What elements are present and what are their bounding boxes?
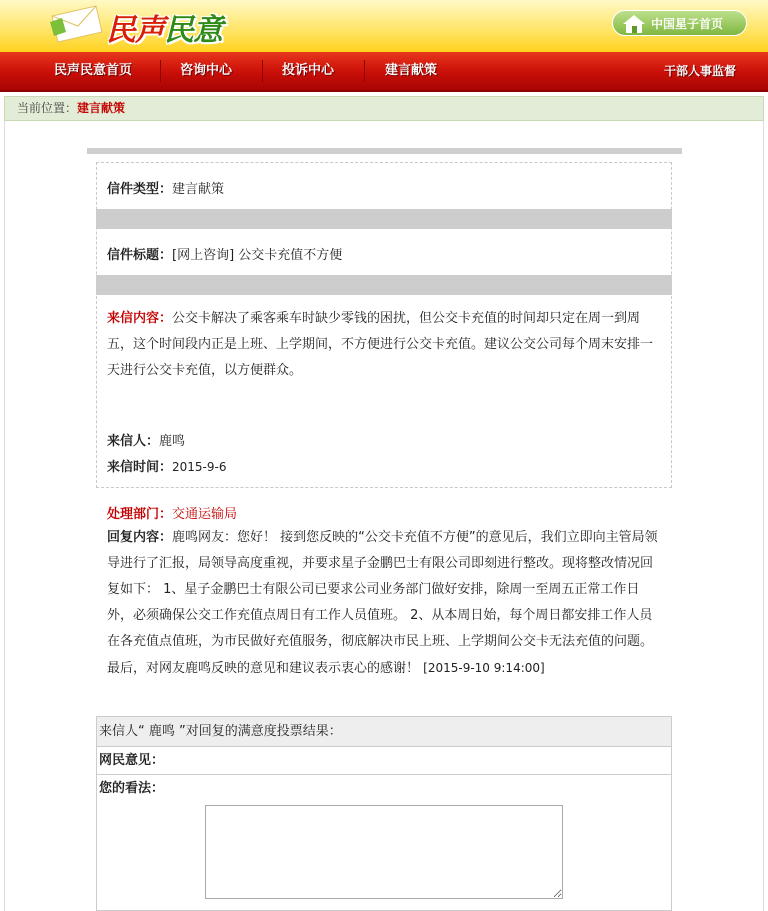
letter-content [107, 306, 662, 384]
reply-content-label: 回复内容： [107, 530, 173, 545]
sender-value: 鹿鸣 [159, 434, 186, 449]
main-nav [0, 52, 768, 92]
home-link-label: 中国星子首页 [651, 16, 724, 31]
send-time-value: 2015-9-6 [172, 460, 227, 474]
content-top-bar [87, 148, 682, 154]
breadcrumb-current[interactable]: 建言献策 [77, 101, 126, 115]
send-time-label: 来信时间： [107, 460, 173, 475]
home-link-button[interactable] [612, 10, 747, 36]
your-view-row [97, 775, 671, 803]
logo-part-1: 民声 [106, 13, 164, 48]
your-view-textarea[interactable] [205, 805, 563, 899]
nav-divider [262, 60, 263, 82]
dept-row [107, 503, 237, 522]
netizen-opinion-label: 网民意见： [99, 753, 165, 768]
your-view-label: 您的看法： [99, 781, 165, 796]
nav-divider [364, 60, 365, 82]
letter-title-value: [网上咨询] 公交卡充值不方便 [172, 248, 343, 263]
sender-row [107, 430, 185, 449]
nav-item-consult[interactable]: 咨询中心 [180, 63, 233, 78]
breadcrumb-prefix: 当前位置： [17, 101, 78, 115]
nav-item-complaint[interactable]: 投诉中心 [282, 63, 335, 78]
reply-timestamp: [2015-9-10 9:14:00] [423, 661, 545, 675]
letter-content-label: 来信内容： [107, 311, 173, 326]
letter-type-value: 建言献策 [172, 182, 225, 197]
site-logo-text[interactable] [106, 5, 222, 49]
vote-header-suffix: ”对回复的满意度投票结果： [179, 724, 342, 739]
breadcrumb [4, 96, 764, 121]
nav-cadre-supervision-link[interactable]: 干部人事监督 [664, 64, 737, 78]
divider-band [96, 275, 672, 295]
vote-header [97, 717, 671, 747]
letter-type-label: 信件类型： [107, 182, 173, 197]
nav-divider [160, 60, 161, 82]
satisfaction-vote-table [96, 716, 672, 911]
dept-value: 交通运输局 [172, 507, 238, 522]
divider-band [96, 209, 672, 229]
dept-label: 处理部门： [107, 507, 173, 522]
envelope-logo-icon [48, 2, 104, 46]
nav-item-suggestion[interactable]: 建言献策 [385, 63, 438, 78]
letter-title-label: 信件标题： [107, 248, 173, 263]
house-icon [621, 13, 647, 35]
site-header [0, 0, 768, 52]
logo-part-2: 民意 [164, 13, 222, 48]
nav-item-home[interactable]: 民声民意首页 [54, 63, 133, 78]
letter-content-value: 公交卡解决了乘客乘车时缺少零钱的困扰，但公交卡充值的时间却只定在周一到周五，这个时间段内正是上班、上学期间，不方便进行公交卡充值。建议公交公司每个周末安排一天进行公交卡充值，以方便群众。 [107, 311, 654, 378]
letter-title-row [107, 244, 342, 263]
reply-content [107, 525, 662, 682]
vote-header-prefix: 来信人“ [99, 724, 145, 739]
reply-content-value: 鹿鸣网友：您好！ 接到您反映的“公交卡充值不方便”的意见后，我们立即向主管局领导进行了汇报，局领导高度重视，并要求星子金鹏巴士有限公司即刻进行整改。现将整改情况回复如下： 1、星子金鹏巴士有限公司已要求公司业务部门做好安排，除周一至周五正常工作日外，必须确保公交工作充值点周日有工作人员值班。 2、从本周日始，每个周日都安排工作人员在各充值点值班，为市民做好充值服务，彻底解决市民上班、上学期间公交卡无法充值的问题。 最后，对网友鹿鸣反映的意见和建议表示衷心的感谢！ [107, 530, 658, 676]
sender-label: 来信人： [107, 434, 160, 449]
letter-type-row [107, 178, 224, 197]
send-time-row [107, 456, 226, 475]
netizen-opinion-row [97, 747, 671, 775]
vote-header-name: 鹿鸣 [144, 724, 180, 739]
